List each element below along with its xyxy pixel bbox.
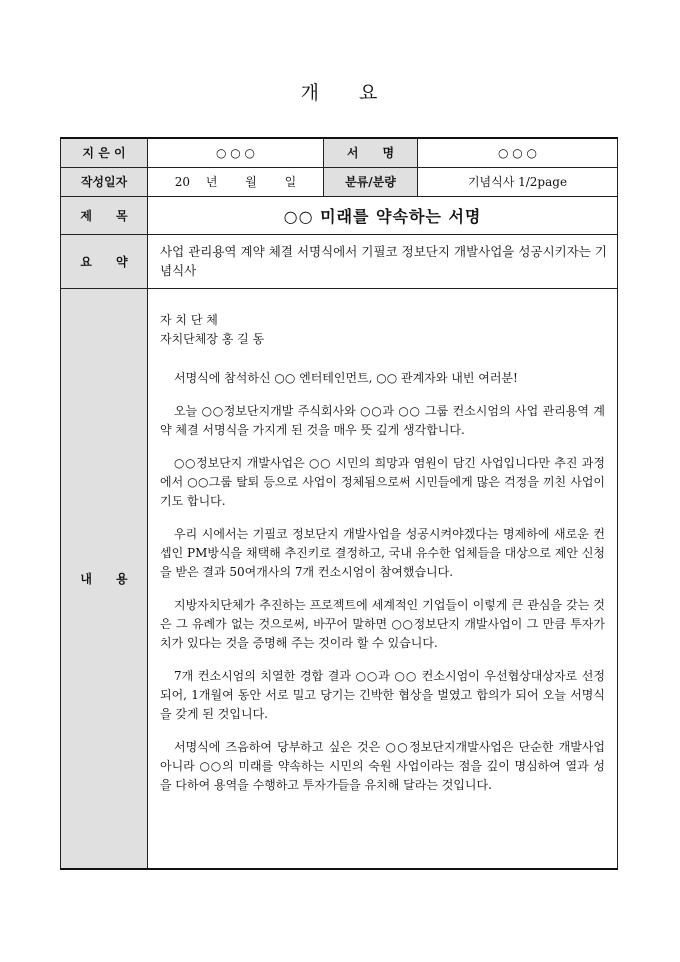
date-label: 작성일자 <box>61 167 148 196</box>
content-paragraph: 서명식에 즈음하여 당부하고 싶은 것은 ○○정보단지개발사업은 단순한 개발사업 아니라 ○○의 미래를 약속하는 시민의 숙원 사업이라는 점을 깊이 명심하여 열과 성을 다하여 용역을 수행하고 투자가들을 유치해 달라는 것입니다. <box>160 739 605 792</box>
addressee-line-2: 자치단체장 홍 길 동 <box>160 331 265 346</box>
overview-form <box>60 137 618 870</box>
content-paragraph: 7개 컨소시엄의 치열한 경합 결과 ○○과 ○○ 컨소시엄이 우선협상대상자로 선정되어, 1개월여 동안 서로 밀고 당기는 긴박한 협상을 벌였고 합의가 되어 오늘 서명식을 갖게 된 것입니다. <box>160 668 605 721</box>
author-value: ○ ○ ○ <box>148 138 324 167</box>
subject-label: 제 목 <box>61 196 148 234</box>
content-paragraph: 오늘 ○○정보단지개발 주식회사와 ○○과 ○○ 그룹 컨소시엄의 사업 관리용역 계약 체결 서명식을 가지게 된 것을 매우 뜻 깊게 생각합니다. <box>160 403 605 437</box>
content-paragraph: 서명식에 참석하신 ○○ 엔터테인먼트, ○○ 관계자와 내빈 여러분! <box>174 370 518 385</box>
content-paragraph: ○○정보단지 개발사업은 ○○ 시민의 희망과 염원이 담긴 사업입니다만 추진 과정에서 ○○그룹 탈퇴 등으로 사업이 정체됨으로써 시민들에게 많은 걱정을 끼친 사업이기도 합니다. <box>160 455 605 508</box>
content-paragraph: 우리 시에서는 기필코 정보단지 개발사업을 성공시켜야겠다는 명제하에 새로운 컨셉인 PM방식을 채택해 추진키로 결정하고, 국내 유수한 업체들을 대상으로 제안 신청을 받은 결과 50여개사의 7개 컨소시엄이 참여했습니다. <box>160 526 605 579</box>
content-body <box>148 288 618 869</box>
content-label: 내 용 <box>61 288 148 869</box>
summary-value: 사업 관리용역 계약 체결 서명식에서 기필코 정보단지 개발사업을 성공시키자는 기념식사 <box>148 234 618 288</box>
category-label: 분류/분량 <box>324 167 418 196</box>
addressee <box>160 311 605 349</box>
addressee-line-1: 자 치 단 체 <box>160 312 218 327</box>
content-paragraph: 지방자치단체가 추진하는 프로젝트에 세계적인 기업들이 이렇게 큰 관심을 갖는 것은 그 유례가 없는 것으로써, 바꾸어 말하면 ○○정보단지 개발사업이 그 만큼 투자가치가 있다는 것을 증명해 주는 것이라 할 수 있습니다. <box>160 597 605 650</box>
author-label: 지 은 이 <box>61 138 148 167</box>
page-title: 개 요 <box>300 82 380 104</box>
subject-value: ○○ 미래를 약속하는 서명 <box>148 196 618 234</box>
category-value: 기념식사 1/2page <box>418 167 618 196</box>
date-value: 20 년 월 일 <box>148 167 324 196</box>
summary-label: 요 약 <box>61 234 148 288</box>
name-label: 서 명 <box>324 138 418 167</box>
name-value: ○ ○ ○ <box>418 138 618 167</box>
